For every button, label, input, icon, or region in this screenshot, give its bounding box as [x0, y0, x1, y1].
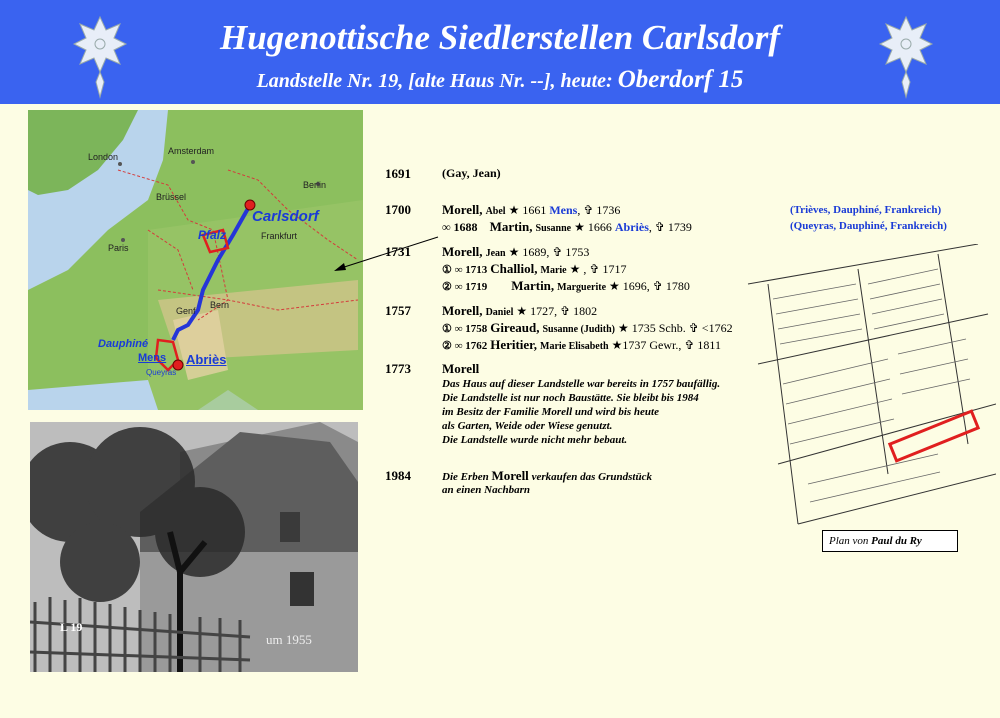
spouse-dates: ★ 1696, ✞ 1780	[609, 279, 690, 293]
photo-label-date: um 1955	[266, 632, 312, 647]
entry-year: 1731	[385, 244, 411, 259]
spouse-name: Heritier,	[490, 337, 538, 352]
europe-map	[28, 110, 363, 410]
spouse-name: Gireaud,	[490, 320, 540, 335]
entry-note-line: an einen Nachbarn	[442, 484, 531, 496]
person-born: ★ 1661	[508, 203, 547, 217]
entry-year: 1691	[385, 166, 411, 181]
marriage-label: ② ∞ 1719	[442, 281, 488, 293]
entry-person	[442, 202, 620, 218]
map-label-amsterdam: Amsterdam	[168, 146, 215, 156]
entry-text: (Gay, Jean)	[442, 166, 501, 180]
entry-spouse-1	[442, 320, 733, 336]
map-label-mens: Mens	[138, 352, 167, 364]
spouse-given: Susanne	[535, 223, 572, 234]
caption-prefix: Plan von	[829, 535, 869, 547]
map-label-bruessel: Brüssel	[156, 192, 187, 202]
subtitle-address: Oberdorf 15	[617, 66, 744, 93]
note-part: verkaufen das Grundstück	[531, 471, 652, 483]
spouse-given: Susanne (Judith)	[542, 324, 615, 335]
header-banner	[0, 0, 1000, 104]
map-label-genf: Genf	[176, 306, 196, 316]
map-label-dauphine: Dauphiné	[98, 338, 149, 350]
marriage-label: ∞ 1688	[442, 220, 478, 234]
page-subtitle	[0, 66, 1000, 94]
spouse-name: Martin,	[511, 278, 555, 293]
map-label-bern: Bern	[210, 300, 230, 310]
person-given: Daniel	[485, 307, 514, 318]
note-part: Die Erben	[442, 471, 489, 483]
entry-spouse-1	[442, 261, 626, 277]
photo-label-number: L 19	[60, 620, 83, 634]
spouse-died: , ✞ 1739	[648, 220, 692, 234]
spouse-place: Abriès	[614, 220, 649, 234]
person-name: Morell,	[442, 202, 483, 217]
place-note-1: (Trièves, Dauphiné, Frankreich)	[790, 204, 942, 216]
settlement-plan	[738, 244, 996, 534]
spouse-name: Martin,	[489, 219, 533, 234]
caption-name: Paul du Ry	[871, 535, 922, 547]
entry-year: 1757	[385, 303, 411, 318]
person-place: Mens	[549, 203, 578, 217]
spouse-given: Marie	[540, 265, 567, 276]
marriage-label: ② ∞ 1762	[442, 340, 488, 352]
person-name: Morell	[442, 361, 480, 376]
subtitle-prefix: Landstelle Nr. 19, [alte Haus Nr. --], heute:	[256, 70, 613, 92]
house-photo	[30, 422, 358, 672]
map-label-paris: Paris	[108, 243, 129, 253]
spouse-given: Marie Elisabeth	[540, 341, 609, 352]
entry-note-line: Die Landstelle ist nur noch Baustätte. Sie bleibt bis 1984	[442, 392, 699, 404]
map-label-queyras: Queyras	[146, 368, 177, 377]
spouse-dates: ★ 1735 Schb. ✞ <1762	[617, 321, 733, 335]
entry-year: 1773	[385, 361, 411, 376]
person-name: Morell,	[442, 244, 483, 259]
person-given: Abel	[485, 206, 506, 217]
note-name: Morell	[491, 468, 529, 483]
entry-note-line: Das Haus auf dieser Landstelle war bereits in 1757 baufällig.	[442, 378, 721, 390]
spouse-dates: ★1737 Gewr., ✞ 1811	[611, 338, 721, 352]
person-dates: ★ 1727, ✞ 1802	[516, 304, 598, 318]
map-label-frankfurt: Frankfurt	[261, 231, 298, 241]
map-label-abries: Abriès	[186, 352, 227, 367]
entry-person	[442, 244, 589, 260]
entry-year: 1700	[385, 202, 411, 217]
spouse-born: ★ 1666	[574, 220, 612, 234]
person-given: Jean	[485, 248, 506, 259]
map-label-berlin: Berlin	[303, 180, 327, 190]
pointer-arrow	[330, 235, 440, 275]
page-title: Hugenottische Siedlerstellen Carlsdorf	[219, 18, 781, 57]
spouse-dates: ★ , ✞ 1717	[569, 262, 627, 276]
place-note-2: (Queyras, Dauphiné, Frankreich)	[790, 220, 947, 232]
entry-person	[442, 303, 597, 319]
entry-note-line	[442, 468, 652, 484]
entry-spouse-2	[442, 337, 721, 353]
entry-year: 1984	[385, 468, 411, 483]
entry-spouse-2	[442, 278, 690, 294]
person-died: , ✞ 1736	[577, 203, 621, 217]
marriage-label: ① ∞ 1758	[442, 323, 488, 335]
person-name: Morell,	[442, 303, 483, 318]
spouse-given: Marguerite	[557, 282, 607, 293]
person-dates: ★ 1689, ✞ 1753	[508, 245, 590, 259]
map-label-pfalz: Pfalz	[198, 228, 227, 242]
map-label-london: London	[88, 152, 119, 162]
entry-note-line: Die Landstelle wurde nicht mehr bebaut.	[442, 434, 628, 446]
map-label-carlsdorf: Carlsdorf	[252, 208, 319, 225]
marriage-label: ① ∞ 1713	[442, 264, 488, 276]
entry-spouse	[442, 219, 692, 235]
plan-graphic	[738, 244, 996, 534]
spouse-name: Challiol,	[490, 261, 538, 276]
plan-caption	[822, 530, 958, 552]
entry-note-line: als Garten, Weide oder Wiese genutzt.	[442, 420, 613, 432]
entry-note-line: im Besitz der Familie Morell und wird bis heute	[442, 406, 659, 418]
